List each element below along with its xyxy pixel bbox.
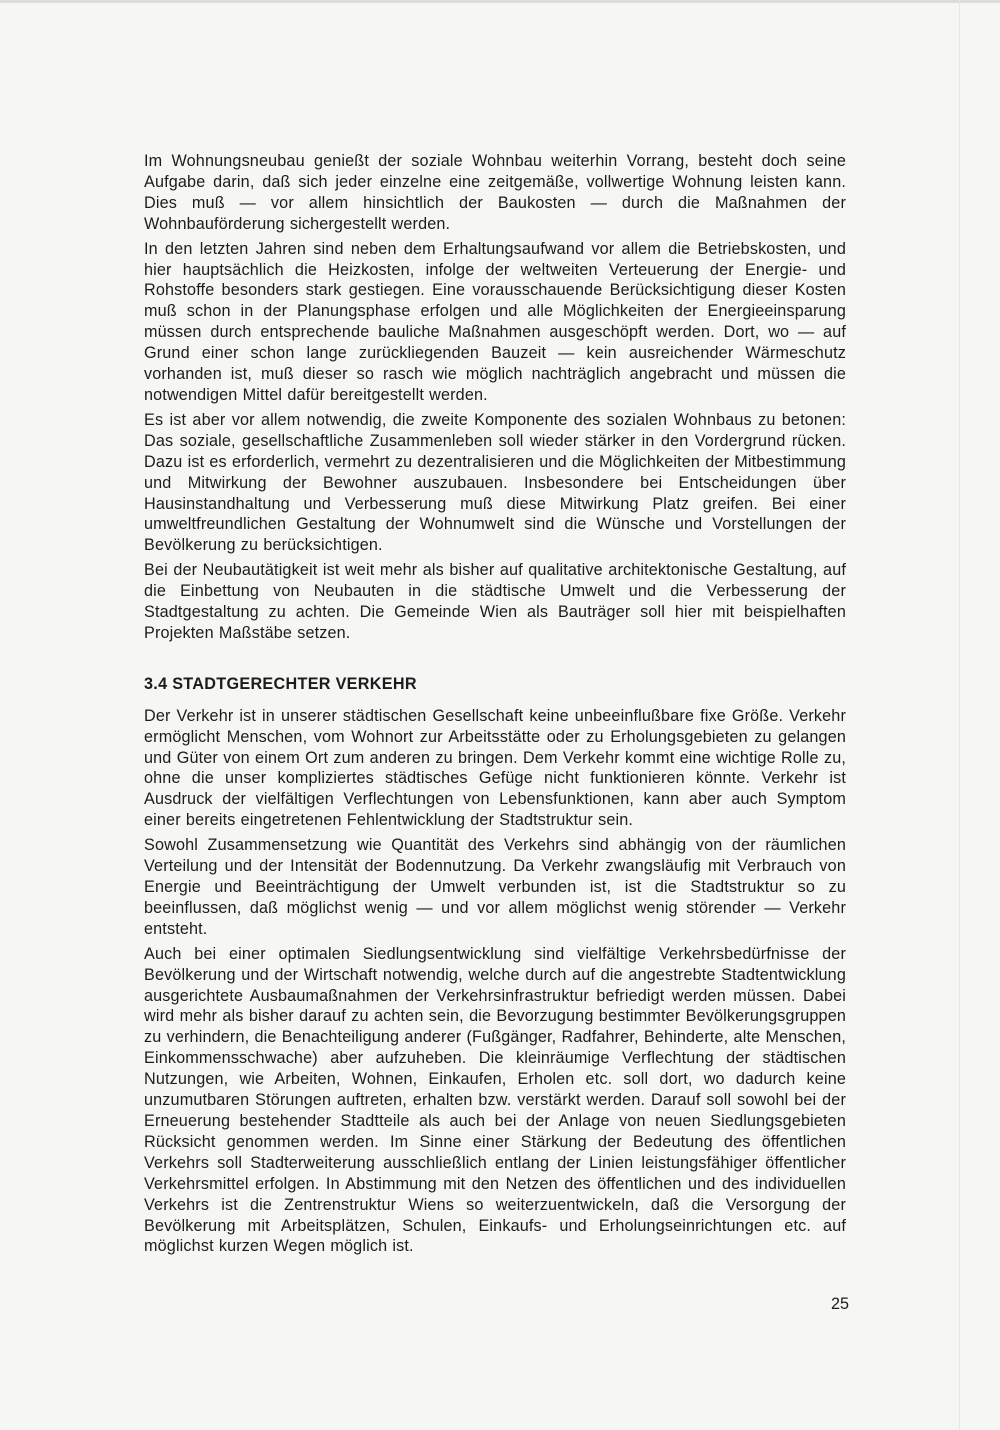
page-number: 25 <box>830 1295 849 1313</box>
paragraph-verkehr-bodennutzung: Sowohl Zusammensetzung wie Quantität des Verkehrs sind abhängig von der räumlichen Verteilung und der Intensität der Bodennutzung. Da Verkehr zwangsläufig mit Verbrauch von Energie und Beeinträchtigung der Umwelt verbunden ist, ist die Stadtstruktur so zu beeinflussen, daß möglichst wenig — und vor allem möglichst wenig störender — Verkehr entsteht. <box>144 836 846 938</box>
page-right-edge <box>959 0 960 1430</box>
section-heading-verkehr: 3.4 STADTGERECHTER VERKEHR <box>144 674 417 693</box>
paragraph-neubautaetigkeit: Bei der Neubautätigkeit ist weit mehr als bisher auf qualitative architektonische Gestaltung, auf die Einbettung von Neubauten in die städtische Umwelt und die Verbesserung der Stadtgestaltung zu achten. Die Gemeinde Wien als Bauträger soll hier mit beispielhaften Projekten Maßstäbe setzen. <box>144 561 846 642</box>
body-text <box>144 151 846 1261</box>
page-top-edge <box>0 0 1000 3</box>
paragraph-soziale-komponente: Es ist aber vor allem notwendig, die zweite Komponente des sozialen Wohnbaus zu betonen: Das soziale, gesellschaftliche Zusammenleben soll wieder stärker in den Vordergrund rücken. Dazu ist es erforderlich, vermehrt zu dezentralisieren und die Möglichkeiten der Mitbestimmung und Mitwirkung der Bewohner auszubauen. Insbesondere bei Entscheidungen über Hausinstandhaltung und Verbesserung muß diese Mitwirkung Platz greifen. Bei einer umweltfreundlichen Gestaltung der Wohnumwelt sind die Wünsche und Vorstellungen der Bevölkerung zu berücksichtigen. <box>144 410 846 555</box>
paragraph-verkehr-siedlung: Auch bei einer optimalen Siedlungsentwicklung sind vielfältige Verkehrsbedürfnisse der Bevölkerung und der Wirtschaft notwendig, welche durch auf die angestrebte Stadtentwicklung ausgerichtete Ausbaumaßnahmen der Verkehrsinfrastruktur befriedigt werden müssen. Dabei wird mehr als bisher darauf zu achten sein, die Bevorzugung bestimmter Bevölkerungsgruppen zu verhindern, die Benachteiligung anderer (Fußgänger, Radfahrer, Behinderte, alte Menschen, Einkommensschwache) aber aufzuheben. Die kleinräumige Verflechtung der städtischen Nutzungen, wie Arbeiten, Wohnen, Einkaufen, Erholen etc. soll dort, wo dadurch keine unzumutbaren Störungen auftreten, erhalten bzw. verstärkt werden. Darauf soll sowohl bei der Erneuerung bestehender Stadtteile als auch bei der Anlage von neuen Siedlungsgebieten Rücksicht genommen werden. Im Sinne einer Stärkung der Bedeutung des öffentlichen Verkehrs soll Stadterweiterung ausschließlich entlang der Linien leistungsfähiger öffentlicher Verkehrsmittel erfolgen. In Abstimmung mit den Netzen des öffentlichen und des individuellen Verkehrs ist die Zentrenstruktur Wiens so weiterzuentwickeln, daß die Versorgung der Bevölkerung mit Arbeitsplätzen, Schulen, Einkaufs- und Erholungseinrichtungen etc. auf möglichst kurzen Wegen möglich ist. <box>144 944 846 1256</box>
paragraph-wohnungsneubau: Im Wohnungsneubau genießt der soziale Wohnbau weiterhin Vorrang, besteht doch seine Aufgabe darin, daß sich jeder einzelne eine zeitgemäße, vollwertige Wohnung leisten kann. Dies muß — vor allem hinsichtlich der Baukosten — durch die Maßnahmen der Wohnbauförderung sichergestellt werden. <box>144 152 846 233</box>
paragraph-betriebskosten: In den letzten Jahren sind neben dem Erhaltungsaufwand vor allem die Betriebskosten, und hier hauptsächlich die Heizkosten, infolge der weltweiten Verteuerung der Energie- und Rohstoffe besonders stark gestiegen. Eine vorausschauende Berücksichtigung dieser Kosten muß schon in der Planungsphase erfolgen und alle Möglichkeiten der Energieeinsparung müssen durch entsprechende bauliche Maßnahmen ausgeschöpft werden. Dort, wo — auf Grund einer schon lange zurückliegenden Bauzeit — kein ausreichender Wärmeschutz vorhanden ist, muß dieser so rasch wie möglich nachträglich angebracht und müssen die notwendigen Mittel dafür bereitgestellt werden. <box>144 239 846 404</box>
paragraph-verkehr-groesse: Der Verkehr ist in unserer städtischen Gesellschaft keine unbeeinflußbare fixe Größe. Verkehr ermöglicht Menschen, vom Wohnort zur Arbeitsstätte oder zu Erholungsgebieten zu gelangen und Güter von einem Ort zum anderen zu bringen. Dem Verkehr kommt eine wichtige Rolle zu, ohne die unser kompliziertes städtisches Gefüge nicht funktionieren könnte. Verkehr ist Ausdruck der vielfältigen Verflechtungen von Lebensfunktionen, kann aber auch Symptom einer bereits eingetretenen Fehlentwicklung der Stadtstruktur sein. <box>144 706 846 830</box>
